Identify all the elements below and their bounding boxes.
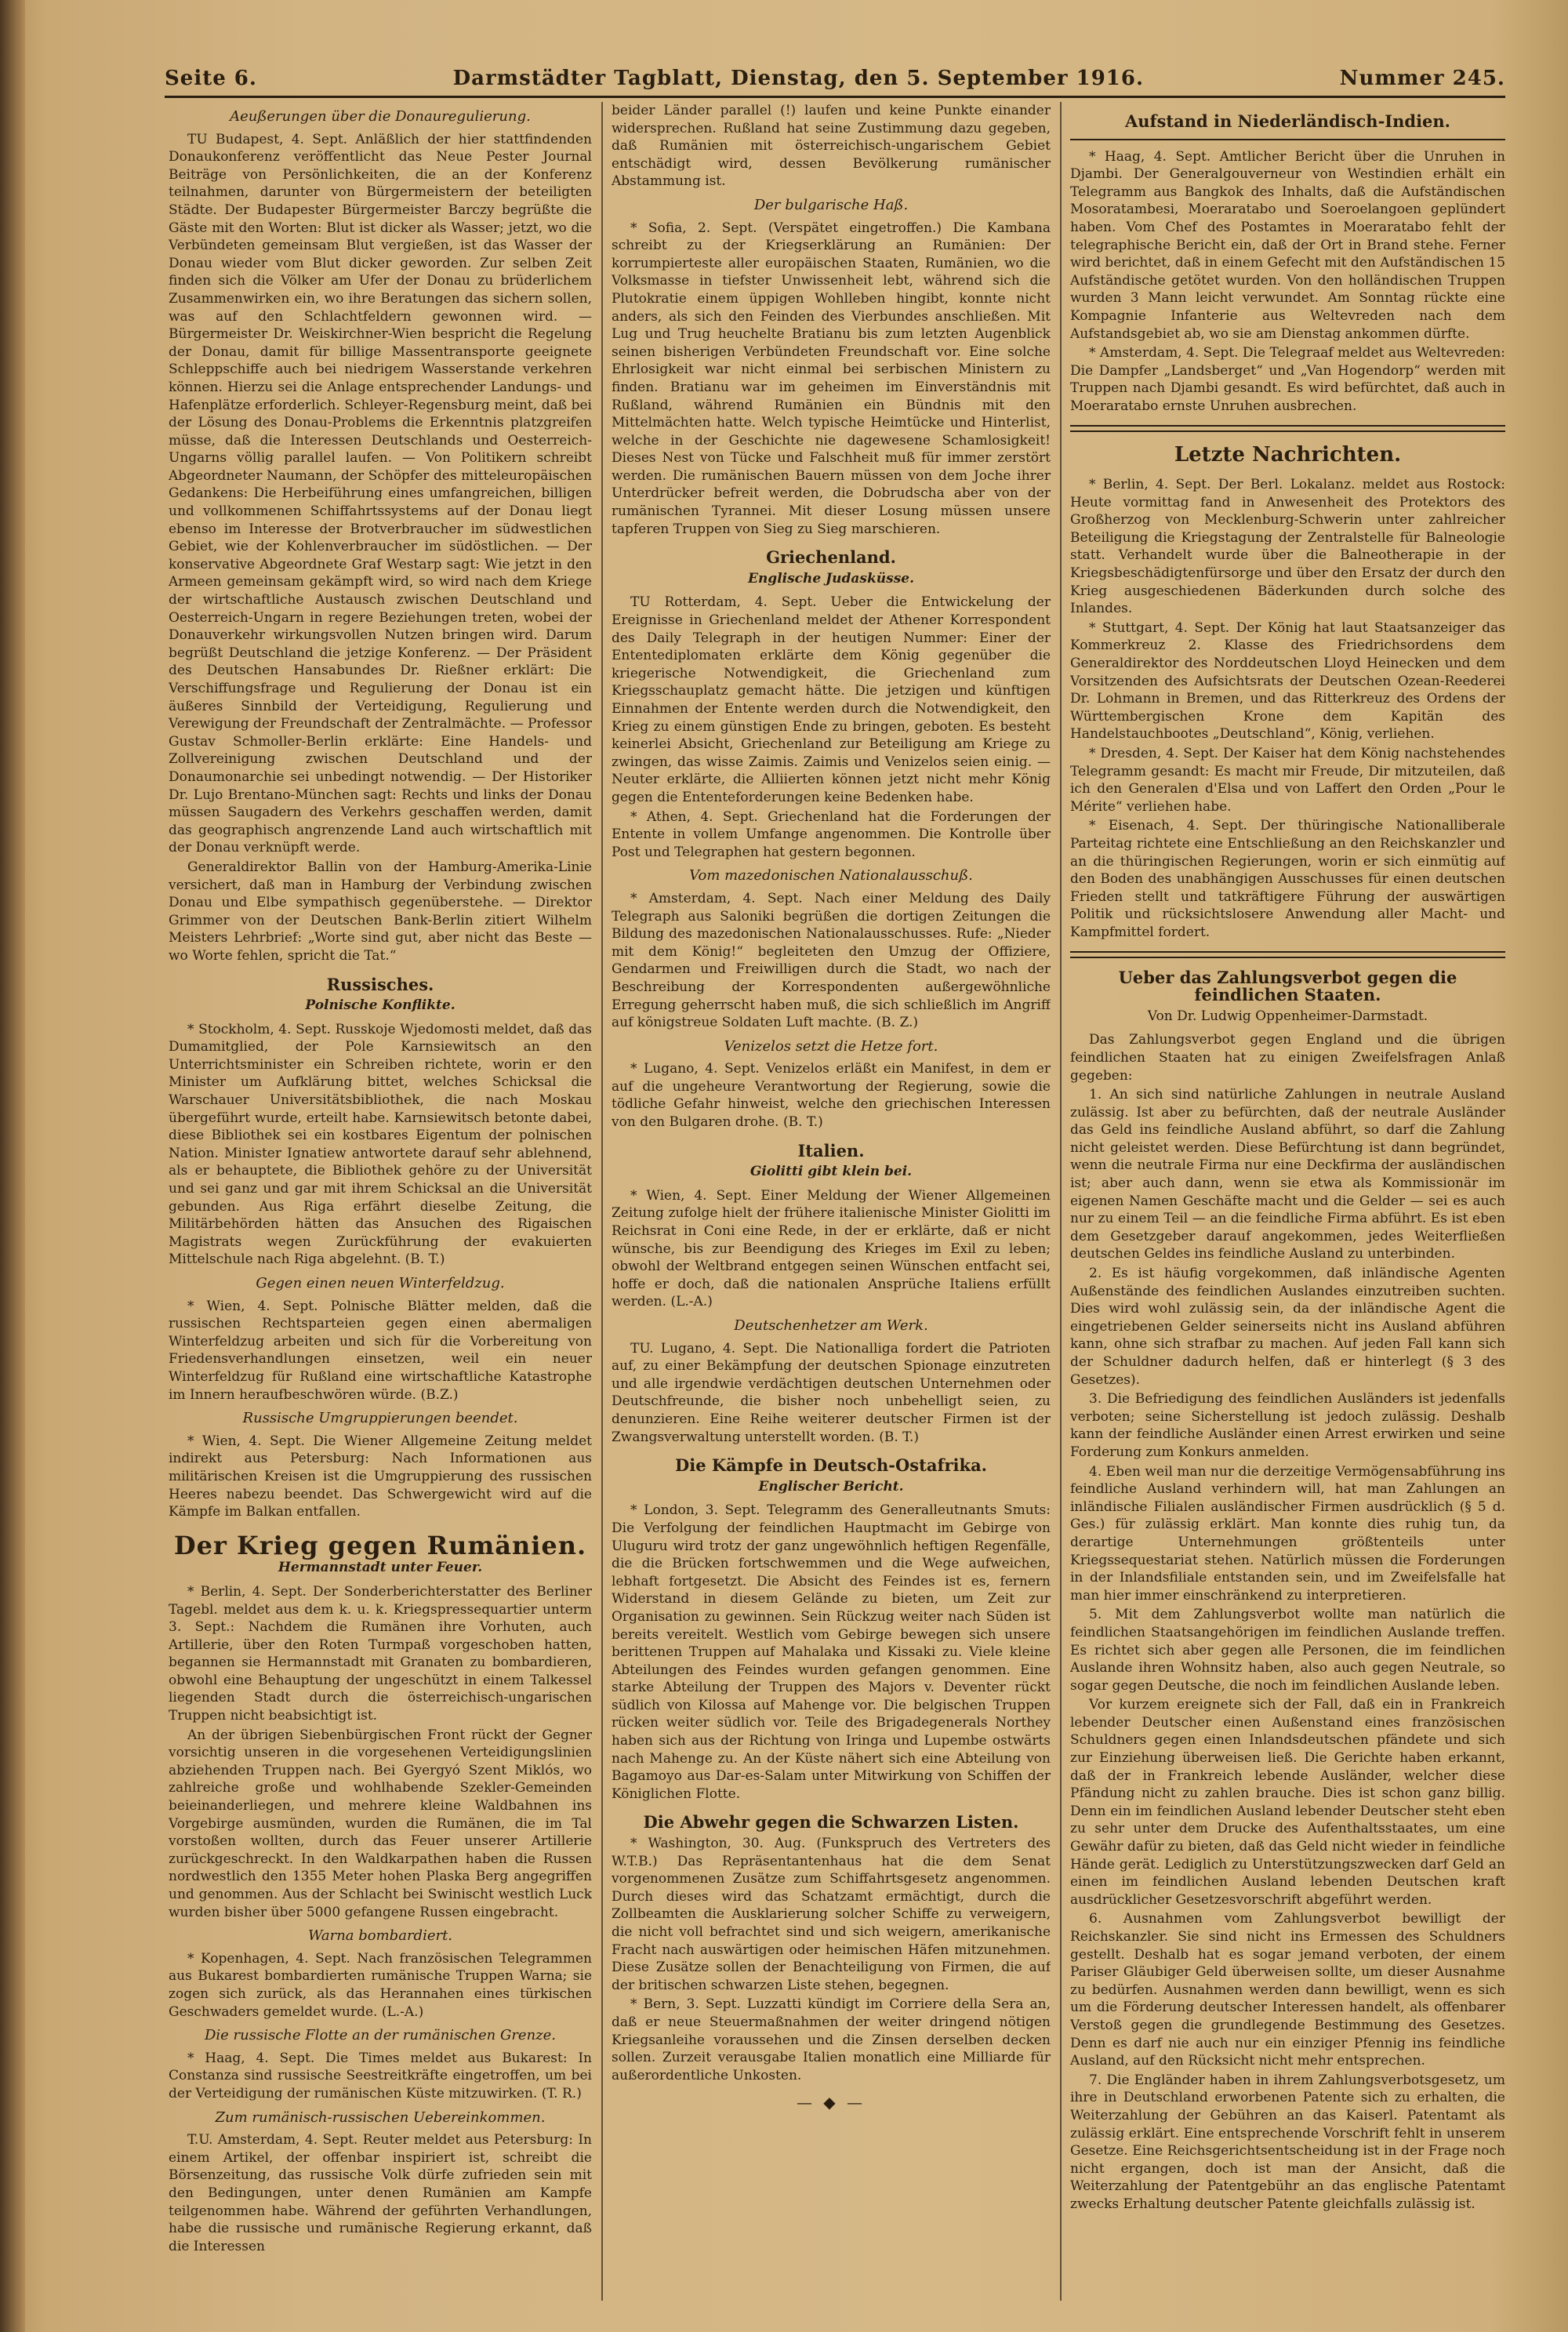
article-paragraph: TU Budapest, 4. Sept. Anläßlich der hier stattfindenden Donaukonferenz veröffentlicht das Neue Pester Journal Beiträge von Persönlichkeiten, die an der Konferenz teilnahmen, darunter von Bürgermeistern der beteiligten Städte. Der Budapester Bürgermeister Barczy begrüßte die Gäste mit den Worten: Blut ist dicker als Wasser; jetzt, wo die Verbündeten gemeinsam Blut vergießen, ist das Wasser der Donau wieder vom Blut dicker geworden. Zur selben Zeit finden sich die Völker am Ufer der Donau zu brüderlichem Zusammenwirken ein, wo ihre Beratungen das sichern sollen, was auf den Schlachtfeldern gewonnen wird. — Bürgermeister Dr. Weiskirchner-Wien bespricht die Regelung der Donau, damit für billige Massentransporte geeignete Schleppschiffe auch bei niedrigem Wasserstande verkehren können. Hierzu sei die Anlage entsprechender Landungs- und Hafenplätze erforderlich. Schleyer-Regensburg meint, daß bei der Lösung des Donau-Problems die Erkenntnis platzgreifen müsse, daß die Interessen Deutschlands und Oesterreich-Ungarns völlig parallel laufen. — Von Politikern schreibt Abgeordneter Naumann, der Schöpfer des mitteleuropäischen Gedankens: Die Herbeiführung eines umfangreichen, billigen und vollkommenen Schiffahrtssystems auf der Donau liegt ebenso im Interesse der Brotverbraucher im südwestlichen Gebiet, wie der Kohlenverbraucher im südöstlichen. — Der konservative Abgeordnete Graf Westarp sagt: Wie jetzt in den Armeen gemeinsam gekämpft wird, so wird nach dem Kriege der wirtschaftliche Austausch zwischen Deutschland und Oesterreich-Ungarn in regere Beziehungen treten, wobei der Donauverkehr wirkungsvollen Nutzen bringen wird. Darum begrüßt Deutschland die jetzige Konferenz. — Der Präsident des Deutschen Hansabundes Dr. Rießner erklärt: Die Verschiffungsfrage und Regulierung der Donau ist ein äußeres Sinnbild der Verteidigung, Regulierung und Verewigung der Freundschaft der Zentralmächte. — Professor Gustav Schmoller-Berlin erklärte: Eine Handels- und Zollvereinigung zwischen Deutschland und der Donaumonarchie sei unbedingt notwendig. — Der Historiker Dr. Lujo Brentano-München sagt: Rechts und links der Donau müssen Saugadern des Verkehrs geschaffen werden, damit das geographisch angrenzende Land auch wirtschaftlich mit der Donau verknüpft werde.: [169, 131, 592, 856]
article-paragraph: * Bern, 3. Sept. Luzzatti kündigt im Corriere della Sera an, daß er neue Steuermaßnahmen der weiter dringend nötigen Kriegsanleihe voraussehen und die Zinsen derselben decken sollen. Zurzeit verausgabe Italien monatlich eine Milliarde für außerordentliche Unkosten.: [612, 1996, 1051, 2083]
article-title: Vom mazedonischen Nationalausschuß.: [689, 867, 973, 884]
article-paragraph: * Sofia, 2. Sept. (Verspätet eingetroffen.) Die Kambana schreibt zu der Kriegserklärung an Rumänien: Der korrumpierteste aller europäischen Staaten, Rumänien, wo die Volksmasse in tiefster Unwissenheit lebt, während sich die Plutokratie einem üppigen Wohlleben hingibt, konnte nicht anders, als sich den Feinden des Vierbundes anschließen. Mit Lug und Trug heuchelte Bratianu bis zum letzten Augenblick seinen bisherigen Verbündeten Freundschaft vor. Eine solche Ehrlosigkeit war nicht einmal bei serbischen Ministern zu finden. Bratianu war im geheimen im Einverständnis mit Rußland, während Rumänien ein Bündnis mit den Mittelmächten hatte. Welch typische Heimtücke und Hinterlist, welche in der Geschichte nie dagewesene Schamlosigkeit! Dieses Nest von Tücke und Falschheit muß für immer zerstört werden. Die rumänischen Bauern müssen von dem Joche ihrer Unterdrücker befreit werden, die Dobrudscha aber von der rumänischen Tyrannei. Mit dieser Losung müssen unsere tapferen Truppen von Sieg zu Sieg marschieren.: [612, 220, 1051, 537]
article-deutschenhetzer: [612, 1317, 1051, 1446]
article-paragraph: * Berlin, 4. Sept. Der Berl. Lokalanz. meldet aus Rostock: Heute vormittag fand in Anwesenheit des Protektors des Großherzog von Mecklenburg-Schwerin unter zahlreicher Beteiligung die Kriegstagung der Zentralstelle für Balneologie statt. Verhandelt wurde über die Balneotherapie in der Kriegsbeschädigtenfürsorge und über den Ersatz der durch den Krieg ausgeschiedenen Bäderkunden durch solche des Inlandes.: [1070, 477, 1505, 617]
article-russia: [169, 976, 592, 1270]
article-title: Zum rumänisch-russischen Uebereinkommen.: [215, 2109, 546, 2126]
article-paragraph: An der übrigen Siebenbürgischen Front rückt der Gegner vorsichtig unseren in die vorgesehenen Verteidigungslinien abziehenden Truppen nach. Bei Gyergyó Szent Miklós, wo zahlreiche große und wohlhabende Szekler-Gemeinden beieinanderliegen, und mehrere kleine Waldbahnen ins Vorgebirge ausmünden, wurden die Rumänen, die im Tal vorstoßen wollten, durch das Feuer unserer Artillerie zurückgeschreckt. In den Waldkarpathen haben die Russen nordwestlich den 1355 Meter hohen Plaska Berg angegriffen und genommen. Aus der Schlacht bei Swinischt westlich Luck wurden bisher über 5000 gefangene Russen eingebracht.: [169, 1727, 592, 1920]
article-paragraph: Generaldirektor Ballin von der Hamburg-Amerika-Linie versichert, daß man in Hamburg der Verbindung zwischen Donau und Elbe sympathisch gegenüberstehe. — Direktor Grimmer von der Deutschen Bank-Berlin zitiert Wilhelm Meisters Lehrbrief: „Worte sind gut, aber nicht das Beste — wo Worte fehlen, spricht die Tat.“: [169, 859, 592, 964]
article-venizelos: [612, 1038, 1051, 1131]
masthead: Darmstädter Tagblatt, Dienstag, den 5. September 1916.: [452, 67, 1145, 90]
section-title: Die Kämpfe in Deutsch-Ostafrika.: [675, 1455, 987, 1476]
article-title: Warna bombardiert.: [307, 1927, 453, 1945]
section-title: Italien.: [797, 1140, 865, 1161]
section-rule: [1070, 425, 1505, 432]
issue-number: Nummer 245.: [1339, 67, 1505, 90]
article-paragraph: 2. Es ist häufig vorgekommen, daß inländische Agenten Außenstände des feindlichen Auslandes einzutreiben suchten. Dies wird wohl zulässig sein, da der inländische Agent die eingetriebenen Gelder seinerseits nicht ins Ausland abführen kann, ohne sich strafbar zu machen. Auf jeden Fall kann sich der Schuldner dadurch helfen, daß er hinterlegt (§ 3 des Gesetzes).: [1070, 1266, 1505, 1388]
article-paragraph: Das Zahlungsverbot gegen England und die übrigen feindlichen Staaten hat zu einigen Zweifelsfragen Anlaß gegeben:: [1070, 1032, 1505, 1084]
article-bulgarian: [612, 197, 1051, 538]
page-binding: [0, 0, 25, 2332]
article-subtitle: Hermannstadt unter Feuer.: [278, 1560, 483, 1576]
article-title: Venizelos setzt die Hetze fort.: [724, 1037, 938, 1055]
article-blacklists: [612, 1814, 1051, 2084]
article-agreement: [169, 2109, 592, 2256]
article-title: Aeußerungen über die Donauregulierung.: [230, 108, 531, 125]
article-subtitle: Giolitti gibt klein bei.: [750, 1164, 913, 1180]
article-paragraph: * London, 3. Sept. Telegramm des Generalleutnants Smuts: Die Verfolgung der feindlichen Hauptmacht im Gebirge von Uluguru wird trotz der ganz ungewöhnlich heftigen Regenfälle, die die Brücken fortschwemmen und die Wege aufweichen, lebhaft fortgesetzt. Die Absicht des Feindes ist es, fernern Widerstand in diesem Gelände zu bieten, um Zeit zur Organisation zu gewinnen. Sein Rückzug weiter nach Süden ist bereits vereitelt. Westlich vom Gebirge bewegen sich unsere berittenen Truppen auf Mahalaka und Kissaki zu. Viele kleine Abteilungen des Feindes wurden gefangen genommen. Eine starke Abteilung der Truppen des Majors v. Deventer rückt südlich von Kilossa auf Mahenge vor. Die belgischen Truppen rücken weiter südlich vor. Teile des Brigadegenerals Northey haben sich aus der Richtung von Iringa und Lupembe ostwärts nach Mahenge zu. An der Küste nähert sich eine Abteilung von Bagamoyo aus Dar-es-Salam unter Mitwirkung von Schiffen der Königlichen Flotte.: [612, 1502, 1051, 1802]
article-subtitle: Polnische Konflikte.: [305, 997, 456, 1014]
article-paragraph: * Kopenhagen, 4. Sept. Nach französischen Telegrammen aus Bukarest bombardierten rumänische Truppen Warna; sie zogen sich zurück, als das Herannahen eines türkischen Geschwaders gemeldet wurde. (L.-A.): [169, 1950, 592, 2020]
article-paragraph: * Haag, 4. Sept. Amtlicher Bericht über die Unruhen in Djambi. Der Generalgouverneur von Westindien erhält ein Telegramm aus Bangkok des Inhalts, daß die Aufständischen Mosoratambesi, Moeraratabo und Soeroelangoen geplündert haben. Vom Chef des Postamtes in Moeraratabo fehlt der telegraphische Bericht ein, daß der Ort in Brand stehe. Ferner wird berichtet, daß in einem Gefecht mit den Aufständischen 15 Aufständische getötet wurden. Von den holländischen Truppen wurden 3 Mann leicht verwundet. Am Sonntag rückte eine Kompagnie Infanterie aus Weltevreden nach dem Aufstandsgebiet ab, wo sie am Dienstag ankommen dürfte.: [1070, 148, 1505, 342]
article-latest: [1070, 441, 1505, 942]
article-payment: [1070, 969, 1505, 2214]
article-title: Deutschenhetzer am Werk.: [734, 1317, 928, 1334]
article-paragraph: * Athen, 4. Sept. Griechenland hat die Forderungen der Entente in vollem Umfange angenommen. Die Kontrolle über Post und Telegraphen hat gestern begonnen.: [612, 808, 1051, 860]
column-3: [1070, 102, 1505, 2301]
article-paragraph: * Wien, 4. Sept. Einer Meldung der Wiener Allgemeinen Zeitung zufolge hielt der frühere italienische Minister Giolitti im Reichsrat in Coni eine Rede, in der er erklärte, daß er nicht wünsche, bis zur Beendigung des Krieges im Exil zu leben; obwohl der Weltbrand entgegen seinen Wünschen entfacht sei, hoffe er doch, daß die nationalen Ansprüche Italiens erfüllt werden. (L.-A.): [612, 1187, 1051, 1310]
header-rule: [165, 96, 1505, 98]
article-paragraph: TU Rotterdam, 4. Sept. Ueber die Entwickelung der Ereignisse in Griechenland meldet der Athener Korrespondent des Daily Telegraph in der heutigen Nummer: Einer der Ententediplomaten erklärte dem König gegenüber die kriegerische Notwendigkeit, die Griechenland zum Kriegsschauplatz gemacht hätte. Die jetzigen und künftigen Einnahmen der Entente werden durch die Notwendigkeit, den Krieg zu einem günstigen Ende zu bringen, geboten. Es besteht keinerlei Absicht, Griechenland zur Beteiligung am Kriege zu zwingen, das wisse Zaimis. Zaimis und Venizelos seien einig. — Neuter erklärte, die Alliierten können jetzt nicht mehr König gegen die Ententeforderungen keine Bedenken habe.: [612, 594, 1051, 805]
page-number: Seite 6.: [165, 67, 257, 90]
section-rule: [1070, 951, 1505, 958]
section-title: Letzte Nachrichten.: [1174, 442, 1402, 467]
article-byline: Von Dr. Ludwig Oppenheimer-Darmstadt.: [1147, 1008, 1428, 1024]
article-romania: [169, 1530, 592, 1921]
article-winter: [169, 1275, 592, 1404]
article-paragraph: * Dresden, 4. Sept. Der Kaiser hat dem König nachstehendes Telegramm gesandt: Es macht mir Freude, Dir mitzuteilen, daß ich den Generalen d'Elsa und von Laffert den Orden „Pour le Mérite“ verliehen habe.: [1070, 746, 1505, 815]
article-paragraph: 3. Die Befriedigung des feindlichen Ausländers ist jedenfalls verboten; seine Sicherstellung ist jedoch zulässig. Deshalb kann der feindliche Ausländer einen Arrest erwirken und seine Forderung zum Konkurs anmelden.: [1070, 1391, 1505, 1460]
article-eastafrica: [612, 1457, 1051, 1803]
column-1: [169, 102, 592, 2301]
article-subtitle: Englischer Bericht.: [758, 1478, 904, 1495]
article-macedonian: [612, 867, 1051, 1031]
article-paragraph: T.U. Amsterdam, 4. Sept. Reuter meldet aus Petersburg: In einem Artikel, der offenbar inspiriert ist, schreibt die Börsenzeitung, das russische Volk dürfe zufrieden sein mit den Bedingungen, unter denen Rumänien am Kampfe teilgenommen habe. Während der geführten Verhandlungen, habe die russische und rumänische Regierung erkannt, daß die Interessen: [169, 2132, 592, 2254]
article-paragraph: 4. Eben weil man nur die derzeitige Vermögensabführung ins feindliche Ausland verhindern will, hat man Zahlungen an inländische Filialen ausländischer Firmen ausdrücklich (§ 5 d. Ges.) für zulässig erklärt. Man konnte dies ruhig tun, da derartige Unternehmungen größtenteils unter Kriegssequestariat stehen. Natürlich müssen die Forderungen in der Inlandsfiliale entstanden sein, und im Zweifelsfalle hat man hier immer einschränkend zu interpretieren.: [1070, 1463, 1505, 1604]
article-title: Russische Umgruppierungen beendet.: [242, 1410, 518, 1427]
article-title: Der bulgarische Haß.: [753, 196, 909, 213]
article-subtitle: Englische Judasküsse.: [747, 570, 915, 587]
article-paragraph: 5. Mit dem Zahlungsverbot wollte man natürlich die feindlichen Staatsangehörigen im feindlichen Auslande treffen. Es richtet sich aber gegen alle Personen, die im feindlichen Auslande ihren Wohnsitz haben, also auch gegen Neutrale, so sogar gegen Deutsche, die noch im feindlichen Auslande leben.: [1070, 1607, 1505, 1694]
article-paragraph: * Haag, 4. Sept. Die Times meldet aus Bukarest: In Constanza sind russische Seestreitkräfte eingetroffen, um bei der Verteidigung der rumänischen Küste mitzuwirken. (T. R.): [169, 2050, 592, 2101]
article-paragraph: * Washington, 30. Aug. (Funkspruch des Vertreters des W.T.B.) Das Repräsentantenhaus hat die dem Senat vorgenommenen Zusätze zum Schiffahrtsgesetz angenommen. Durch dieses wird das Schatzamt ermächtigt, durch die Zollbeamten die Ausklarierung solcher Schiffe zu verweigern, die nicht voll befrachtet sind und sich weigern, amerikanische Fracht nach auswärtigen oder heimischen Häfen mitzunehmen. Diese Zusätze sollen der Benachteiligung von Firmen, die auf der britischen schwarzen Liste stehen, begegnen.: [612, 1836, 1051, 1993]
column-2: [612, 102, 1051, 2301]
article-paragraph: * Wien, 4. Sept. Polnische Blätter melden, daß die russischen Rechtsparteien gegen einen abermaligen Winterfeldzug arbeiten und sich für die Vorbereitung von Friedensverhandlungen einsetzen, weil ein neuer Winterfeldzug für Rußland eine wirtschaftliche Katastrophe im Innern heraufbeschwören würde. (B.Z.): [169, 1298, 592, 1403]
article-danube: [169, 108, 592, 965]
article-paragraph: * Berlin, 4. Sept. Der Sonderberichterstatter des Berliner Tagebl. meldet aus dem k. u. k. Kriegspressequartier unterm 3. Sept.: Nachdem die Rumänen ihre Vorhuten, auch Artillerie, über den Roten Turmpaß vorgeschoben hatten, begannen sie Hermannstadt mit Granaten zu bombardieren, obwohl eine Behauptung der ungeschützt in einem Talkessel liegenden Stadt durch die österreichisch-ungarischen Truppen nicht beabsichtigt ist.: [169, 1583, 592, 1724]
article-paragraph: * Stuttgart, 4. Sept. Der König hat laut Staatsanzeiger das Kommerkreuz 2. Klasse des Friedrichsordens dem Generaldirektor des Norddeutschen Lloyd Heinecken und dem Vorsitzenden des Aufsichtsrats der Deutschen Ozean-Reederei Dr. Lohmann in Bremen, und das Ritterkreuz des Ordens der Württembergischen Krone dem Kapitän des Handelstauchbootes „Deutschland“, König, verliehen.: [1070, 619, 1505, 743]
section-title: Ueber das Zahlungsverbot gegen die feindlichen Staaten.: [1118, 967, 1457, 1005]
column-divider: [601, 102, 603, 2301]
article-fleet: [169, 2027, 592, 2102]
article-title: Die russische Flotte an der rumänischen Grenze.: [204, 2027, 557, 2044]
article-italy: [612, 1142, 1051, 1311]
article-paragraph: 6. Ausnahmen vom Zahlungsverbot bewilligt der Reichskanzler. Sie sind nicht ins Ermessen des Schuldners gestellt. Deshalb hat es sogar jemand verboten, der einem Pariser Gläubiger Geld überweisen sollte, um dieser Ausnahme zu bedürfen. Ausnahmen werden dann bewilligt, wenn es sich um die Förderung deutscher Interessen handelt, als offenbarer Verstoß gegen die grundlegende Bestimmung des Gesetzes. Denn es darf nie auch nur ein einziger Pfennig ins feindliche Ausland, auf den Rücksicht nicht mehr entsprechen.: [1070, 1911, 1505, 2069]
section-title: Aufstand in Niederländisch-Indien.: [1125, 111, 1450, 131]
article-paragraph: Vor kurzem ereignete sich der Fall, daß ein in Frankreich lebender Deutscher einen Außenstand eines französischen Schuldners gegen einen Inlandsdeutschen pfändete und sich zur Einziehung überweisen ließ. Die Gerichte haben erkannt, daß der in Frankreich lebende Ausländer, welcher diese Pfändung nicht zu zahlen brauche. Dies ist schon ganz billig. Denn ein im feindlichen Ausland lebender Deutscher steht eben zu sehr unter dem Drucke des Aufenthaltsstaates, um eine Gewähr dafür zu bieten, daß das Geld nicht wieder in feindliche Hände gerät. Lediglich zu Unterstützungszwecken darf Geld an einen im feindlichen Ausland lebenden Deutschen kraft ausdrücklicher Gesetzesvorschrift abgeführt werden.: [1070, 1697, 1505, 1908]
section-title: Griechenland.: [766, 547, 896, 568]
article-paragraph: * Wien, 4. Sept. Die Wiener Allgemeine Zeitung meldet indirekt aus Petersburg: Nach Informationen aus militärischen Kreisen ist die Umgruppierung des russischen Heeres nabezu beendet. Das Schwergewicht wird auf die Kämpfe im Balkan entfallen.: [169, 1433, 592, 1520]
article-warna: [169, 1927, 592, 2021]
article-paragraph: * Amsterdam, 4. Sept. Nach einer Meldung des Daily Telegraph aus Saloniki begrüßen die dortigen Zeitungen die Bildung des mazedonischen Nationalausschusses. Rufe: „Nieder mit dem König!“ begleiteten den Umzug der Offiziere, Gendarmen und Freiwilligen durch die Stadt, wo nach der Beschreibung der Korrespondenten außergewöhnliche Erregung geherrscht haben muß, die sich schließlich im Angriff auf königstreue Soldaten Luft machte. (B. Z.): [612, 890, 1051, 1031]
column-divider: [1060, 102, 1062, 2301]
article-greece: [612, 549, 1051, 861]
article-paragraph: TU. Lugano, 4. Sept. Die Nationalliga fordert die Patrioten auf, zu einer Bekämpfung der deutschen Spionage einzutreten und alle irgendwie verdächtigen deutschen Unternehmen oder Deutschfreunde, die bisher noch unbehelligt seien, zu denunzieren. Eine Reihe weiterer deutscher Firmen ist der Zwangsverwaltung unterstellt worden. (B. T.): [612, 1340, 1051, 1445]
article-indies: [1070, 113, 1505, 416]
page-header: [165, 61, 1505, 96]
article-regroup: [169, 1410, 592, 1521]
article-paragraph: beider Länder parallel (!) laufen und keine Punkte einander widersprechen. Rußland hat seine Zustimmung dazu gegeben, daß Rumänien mit österreichisch-ungarischem Gebiet entschädigt wird, dessen Bevölkerung rumänischer Abstammung ist.: [612, 103, 1051, 190]
section-title: Der Krieg gegen Rumänien.: [173, 1530, 587, 1560]
article-paragraph: * Eisenach, 4. Sept. Der thüringische Nationalliberale Parteitag richtete eine Entschließung an den Reichskanzler und an die thüringischen Regierungen, worin er sich einmütig auf den Boden des unabhängigen Ausschusses für einen deutschen Frieden stellt und tatkräftigere Führung der auswärtigen Politik und rücksichtslosere Anwendung aller Macht- und Kampfmittel fordert.: [1070, 818, 1505, 940]
article-paragraph: * Stockholm, 4. Sept. Russkoje Wjedomosti meldet, daß das Dumamitglied, der Pole Karnsiewitsch an den Unterrichtsminister ein Schreiben richtete, worin er den Minister um Aufklärung bittet, welches Schicksal die Warschauer Universitätsbibliothek, die nach Moskau übergeführt wurde, erteilt habe. Karnsiewitsch betonte dabei, diese Bibliothek sei ein kostbares Eigentum der polnischen Nation. Minister Ignatiew antwortete darauf sehr ablehnend, als er behauptete, die Bibliothek gehöre zu der Universität und sei ganz und gar mit ihrem Schicksal an die Universität gebunden. Aus Riga erfährt dieselbe Zeitung, die Militärbehörden hätten das Ansuchen des Rigaischen Magistrats wegen Zurückführung der evakuierten Mittelschule nach Riga abgelehnt. (B. T.): [169, 1021, 592, 1268]
article-continuation: [612, 102, 1051, 191]
title-rule: [1070, 139, 1505, 140]
article-paragraph: * Lugano, 4. Sept. Venizelos erläßt ein Manifest, in dem er auf die ungeheure Verantwortung der Regierung, sowie die tödliche Gefahr hinweist, welche den griechischen Interessen von den Bulgaren drohe. (B. T.): [612, 1061, 1051, 1131]
section-title: Russisches.: [326, 974, 434, 994]
article-title: Gegen einen neuen Winterfeldzug.: [256, 1275, 505, 1291]
article-paragraph: 7. Die Engländer haben in ihrem Zahlungsverbotsgesetz, um ihre in Deutschland erworbenen Patente sich zu erhalten, die Weiterzahlung der Gebühren an das Kaiserl. Patentamt als zulässig erklärt. Eine entsprechende Vorschrift fehlt in unserem Gesetze. Eine Reichsgerichtsentscheidung ist in der Frage noch nicht ergangen, doch ist man der Ansicht, daß die Weiterzahlung der Patentgebühr an das englische Patentamt zwecks Erhaltung deutscher Patente gleichfalls zulässig ist.: [1070, 2072, 1505, 2212]
article-paragraph: * Amsterdam, 4. Sept. Die Telegraaf meldet aus Weltevreden: Die Dampfer „Landsberget“ und „Van Hogendorp“ werden mit Truppen nach Djambi gesandt. Es wird befürchtet, daß auch in Moeraratabo ernste Unruhen ausbrechen.: [1070, 345, 1505, 414]
end-ornament: — ◆ —: [796, 2093, 866, 2112]
article-paragraph: 1. An sich sind natürliche Zahlungen in neutrale Ausland zulässig. Ist aber zu befürchten, daß der neutrale Ausländer das Geld ins feindliche Ausland abführt, so darf die Zahlung nicht geleistet werden. Diese Befürchtung ist dann begründet, wenn die neutrale Firma nur eine Deckfirma der ausländischen ist; aber auch dann, wenn sie etwa als Kommissionär im eigenen Namen Geschäfte macht und die Gelder — sei es auch nur zu einem Teil — an die feindliche Firma abführt. Es ist eben dem Gesetzgeber darauf angekommen, jedes Weiterfließen deutschen Geldes ins feindliche Ausland zu unterbinden.: [1070, 1087, 1505, 1262]
section-title: Die Abwehr gegen die Schwarzen Listen.: [643, 1812, 1019, 1833]
